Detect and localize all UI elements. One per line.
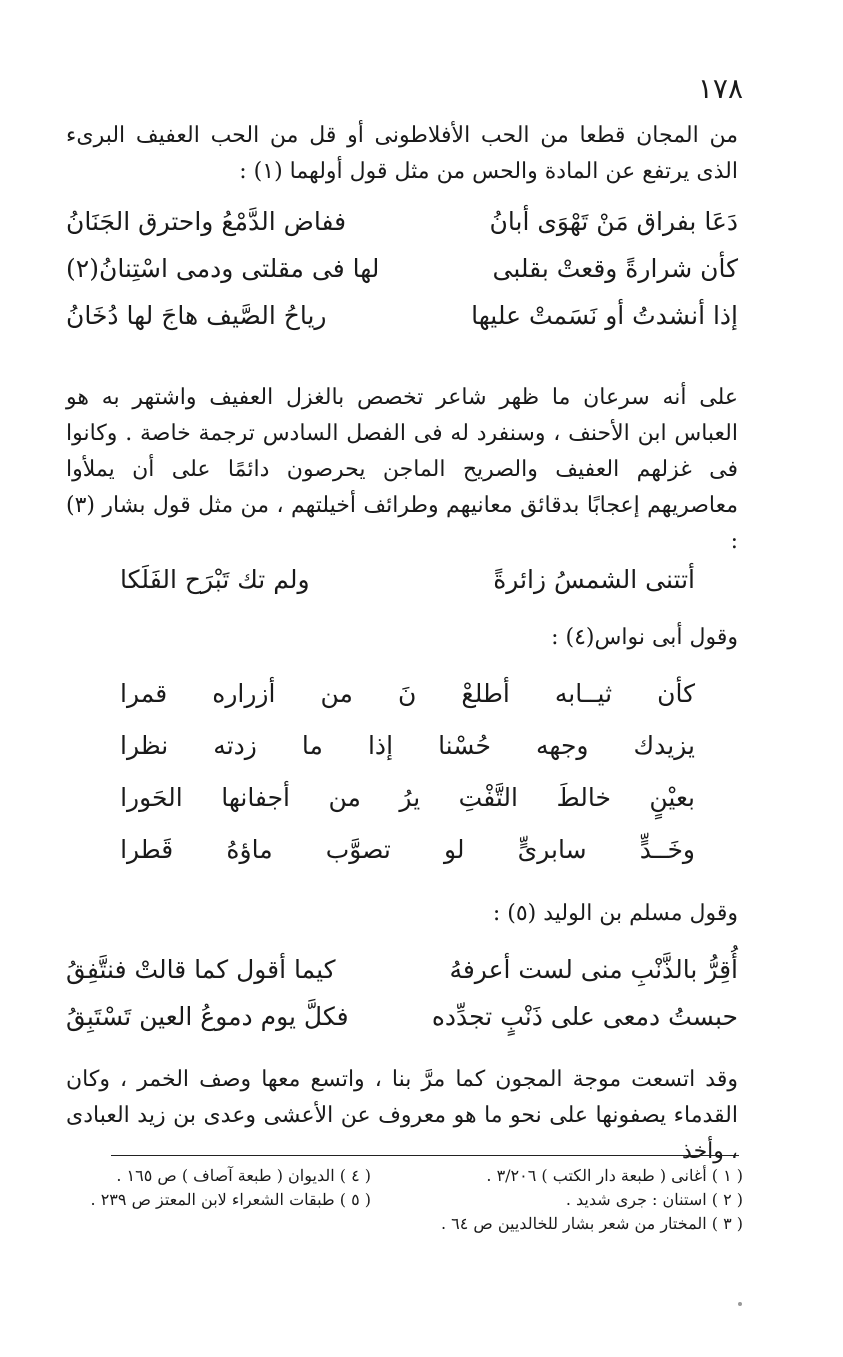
- paragraph-intro: من المجان قطعا من الحب الأفلاطونى أو قل من الحب العفيف البرىء الذى يرتفع عن المادة والحس من مثل قول أولهما (١) :: [66, 123, 738, 184]
- verse-word: زدته: [213, 731, 257, 760]
- verse-first-hemistich: أتتنى الشمسُ زائرةً: [493, 565, 695, 594]
- footnote: ( ٤ ) الديوان ( طبعة آصاف ) ص ١٦٥ .: [116, 1166, 371, 1185]
- verse-second-hemistich: ولم تك تَبْرَح الفَلَكا: [120, 565, 310, 594]
- verse-word: وخَــدٍّ: [639, 835, 695, 864]
- footnotes-left-column: [91, 1164, 371, 1212]
- verse-word: التَّفْتِ: [458, 783, 518, 812]
- verse-second-hemistich: ففاض الدَّمْعُ واحترق الجَنَانُ: [66, 207, 347, 236]
- poem-bashar: [120, 556, 695, 603]
- verse-word: أجفانها: [221, 783, 290, 812]
- verse-word: أطلعْ: [461, 679, 510, 708]
- intro-muslim: وقول مسلم بن الوليد (٥) :: [492, 901, 738, 926]
- verse-word: أزراره: [212, 679, 276, 708]
- verse-word: من: [328, 783, 361, 812]
- footnote-divider: [111, 1155, 739, 1156]
- footnotes-right-column: [441, 1164, 743, 1236]
- footnote: ( ٥ ) طبقات الشعراء لابن المعتز ص ٢٣٩ .: [90, 1190, 371, 1209]
- poem-aban: [66, 198, 738, 339]
- verse-word: ما: [301, 731, 323, 760]
- verse-word: يرُ: [399, 783, 421, 812]
- verse-line: [120, 720, 695, 772]
- verse-line: [120, 824, 695, 876]
- verse-word: كأن: [657, 679, 695, 708]
- verse-word: خالطَ: [556, 783, 611, 812]
- verse-word: يزيدك: [633, 731, 695, 760]
- verse-second-hemistich: لها فى مقلتى ودمى اسْتِنانُ(٢): [66, 254, 380, 283]
- verse-word: بعيْنٍ: [649, 783, 695, 812]
- verse-word: من: [320, 679, 353, 708]
- verse-word: لو: [443, 835, 465, 864]
- print-speck: [738, 1302, 742, 1306]
- verse-first-hemistich: حبستُ دمعى على ذَنْبٍ تجدِّده: [431, 1002, 738, 1031]
- verse-second-hemistich: رياحُ الصَّيف هاجَ لها دُخَانُ: [66, 301, 327, 330]
- verse-line: [120, 772, 695, 824]
- verse-line: [66, 292, 738, 339]
- verse-first-hemistich: كأن شرارةً وقعتْ بقلبى: [492, 254, 738, 283]
- verse-word: ماؤهُ: [226, 835, 273, 864]
- paragraph-abbas: على أنه سرعان ما ظهر شاعر تخصص بالغزل العفيف واشتهر به هو العباس ابن الأحنف ، وسنفرد له فى الفصل السادس ترجمة خاصة . وكانوا فى غزلهم العفيف والصريح الماجن يحرصون دائمًا على أن يملأوا معاصريهم إعجابًا بدقائق معانيهم وطرائف أخيلتهم ، من مثل قول بشار (٣) :: [66, 385, 738, 554]
- page-number: ١٧٨: [697, 72, 743, 105]
- poem-abu-nuwas: [120, 668, 695, 876]
- verse-first-hemistich: إذا أنشدتُ أو نَسَمتْ عليها: [471, 301, 738, 330]
- verse-word: قمرا: [120, 679, 168, 708]
- intro-abu-nuwas: وقول أبى نواس(٤) :: [551, 625, 738, 650]
- verse-word: سابرىٍّ: [517, 835, 587, 864]
- verse-line: [66, 946, 738, 993]
- footnote: ( ١ ) أغانى ( طبعة دار الكتب ) ٣/٢٠٦ .: [486, 1166, 743, 1185]
- verse-line: [66, 993, 738, 1040]
- verse-word: ثيــابه: [554, 679, 613, 708]
- verse-word: قَطرا: [120, 835, 174, 864]
- verse-first-hemistich: دَعَا بفراق مَنْ تَهْوَى أبانُ: [489, 207, 738, 236]
- verse-line: [120, 668, 695, 720]
- paragraph-wine: وقد اتسعت موجة المجون كما مرَّ بنا ، واتسع معها وصف الخمر ، وكان القدماء يصفونها على نحو ما هو معروف عن الأعشى وعدى بن زيد العبادى ، وأخذ: [66, 1067, 738, 1164]
- verse-line: [66, 245, 738, 292]
- verse-word: إذا: [367, 731, 394, 760]
- verse-line: [66, 198, 738, 245]
- verse-first-hemistich: أُقِرُّ بالذَّنْبِ منى لست أعرفهُ: [449, 955, 738, 984]
- verse-word: وجهه: [536, 731, 589, 760]
- footnote: ( ٣ ) المختار من شعر بشار للخالديين ص ٦٤ .: [440, 1214, 743, 1233]
- verse-word: حُسْنا: [438, 731, 491, 760]
- verse-word: نظرا: [120, 731, 169, 760]
- verse-word: نَ: [397, 679, 417, 708]
- poem-muslim: [66, 946, 738, 1040]
- verse-word: تصوَّب: [325, 835, 391, 864]
- verse-second-hemistich: فكلَّ يوم دموعُ العين تَسْتَبِقُ: [66, 1002, 349, 1031]
- footnote: ( ٢ ) استنان : جرى شديد .: [565, 1190, 743, 1209]
- verse-second-hemistich: كيما أقول كما قالتْ فنتَّفِقُ: [66, 955, 336, 984]
- verse-word: الحَورا: [120, 783, 183, 812]
